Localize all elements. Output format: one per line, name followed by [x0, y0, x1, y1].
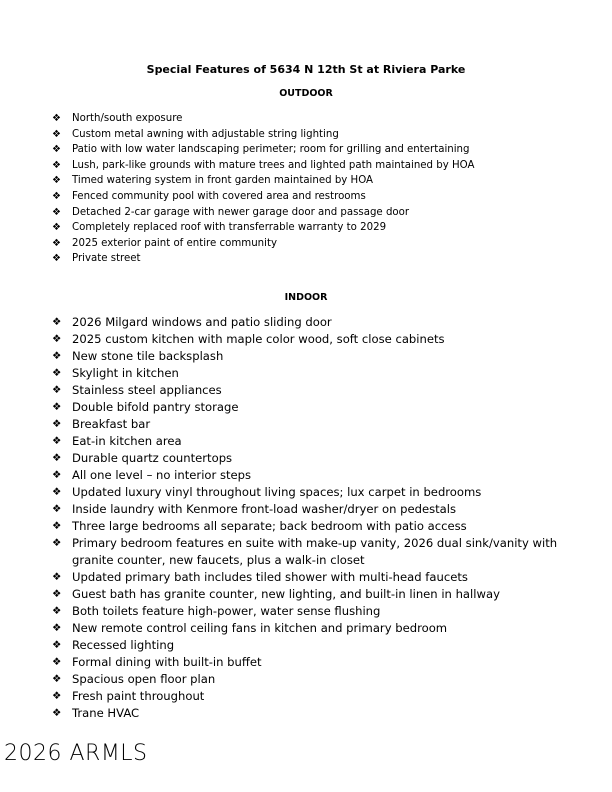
feature-text: Skylight in kitchen	[72, 366, 179, 380]
diamond-bullet-icon: ❖	[52, 571, 62, 583]
feature-text: Guest bath has granite counter, new lighting, and built-in linen in hallway	[72, 587, 500, 601]
diamond-bullet-icon: ❖	[52, 588, 62, 600]
diamond-bullet-icon: ❖	[52, 639, 62, 651]
diamond-bullet-icon: ❖	[52, 367, 62, 379]
indoor-feature-list	[52, 314, 562, 722]
diamond-bullet-icon: ❖	[52, 622, 62, 634]
feature-text: 2025 exterior paint of entire community	[72, 237, 277, 249]
feature-text: New remote control ceiling fans in kitchen and primary bedroom	[72, 621, 448, 635]
feature-text: Inside laundry with Kenmore front-load washer/dryer on pedestals	[72, 502, 457, 516]
list-item	[52, 331, 562, 348]
diamond-bullet-icon: ❖	[52, 222, 61, 234]
diamond-bullet-icon: ❖	[52, 520, 62, 532]
diamond-bullet-icon: ❖	[52, 175, 61, 187]
list-item	[52, 173, 474, 189]
feature-text: Lush, park-like grounds with mature trees and lighted path maintained by HOA	[72, 159, 475, 171]
diamond-bullet-icon: ❖	[52, 253, 61, 265]
diamond-bullet-icon: ❖	[52, 206, 61, 218]
list-item	[52, 251, 474, 267]
feature-text: Private street	[72, 253, 141, 265]
feature-text: Updated luxury vinyl throughout living spaces; lux carpet in bedrooms	[72, 485, 482, 499]
feature-text: Eat-in kitchen area	[72, 434, 182, 448]
feature-text: Both toilets feature high-power, water sense flushing	[72, 604, 381, 618]
feature-text: Custom metal awning with adjustable string lighting	[72, 128, 339, 140]
diamond-bullet-icon: ❖	[52, 159, 61, 171]
section-heading-outdoor: OUTDOOR	[279, 88, 333, 99]
list-item	[52, 620, 562, 637]
diamond-bullet-icon: ❖	[52, 469, 62, 481]
diamond-bullet-icon: ❖	[52, 316, 62, 328]
feature-text: 2025 custom kitchen with maple color wood, soft close cabinets	[72, 332, 445, 346]
feature-text: Patio with low water landscaping perimeter; room for grilling and entertaining	[72, 144, 470, 156]
list-item	[52, 637, 562, 654]
diamond-bullet-icon: ❖	[52, 690, 62, 702]
list-item	[52, 705, 562, 722]
outdoor-feature-list	[52, 111, 474, 267]
list-item	[52, 399, 562, 416]
diamond-bullet-icon: ❖	[52, 503, 62, 515]
page-title: Special Features of 5634 N 12th St at Riviera Parke	[146, 63, 466, 76]
diamond-bullet-icon: ❖	[52, 707, 62, 719]
list-item	[52, 467, 562, 484]
feature-text: New stone tile backsplash	[72, 349, 224, 363]
feature-text: Primary bedroom features en suite with make-up vanity, 2026 dual sink/vanity with granite counter, new faucets, plus a walk-in closet	[72, 536, 558, 567]
watermark: 2026 ARMLS	[4, 741, 148, 766]
list-item	[52, 569, 562, 586]
list-item	[52, 586, 562, 603]
list-item	[52, 688, 562, 705]
list-item	[52, 111, 474, 127]
feature-text: Timed watering system in front garden maintained by HOA	[72, 175, 374, 187]
list-item	[52, 450, 562, 467]
list-item	[52, 365, 562, 382]
diamond-bullet-icon: ❖	[52, 656, 62, 668]
section-heading-indoor: INDOOR	[284, 292, 328, 303]
list-item	[52, 189, 474, 205]
feature-text: Recessed lighting	[72, 638, 175, 652]
list-item	[52, 484, 562, 501]
list-item	[52, 158, 474, 174]
feature-text: Durable quartz countertops	[72, 451, 233, 465]
list-item	[52, 535, 562, 569]
list-item	[52, 220, 474, 236]
list-item	[52, 205, 474, 221]
diamond-bullet-icon: ❖	[52, 605, 62, 617]
feature-text: Fenced community pool with covered area and restrooms	[72, 190, 366, 202]
diamond-bullet-icon: ❖	[52, 418, 62, 430]
feature-text: Breakfast bar	[72, 417, 151, 431]
diamond-bullet-icon: ❖	[52, 486, 62, 498]
feature-text: All one level – no interior steps	[72, 468, 252, 482]
list-item	[52, 416, 562, 433]
diamond-bullet-icon: ❖	[52, 144, 61, 156]
feature-text: Completely replaced roof with transferrable warranty to 2029	[72, 222, 387, 234]
list-item	[52, 127, 474, 143]
diamond-bullet-icon: ❖	[52, 673, 62, 685]
diamond-bullet-icon: ❖	[52, 537, 62, 549]
diamond-bullet-icon: ❖	[52, 237, 61, 249]
diamond-bullet-icon: ❖	[52, 333, 62, 345]
diamond-bullet-icon: ❖	[52, 190, 61, 202]
list-item	[52, 382, 562, 399]
list-item	[52, 348, 562, 365]
list-item	[52, 501, 562, 518]
feature-text: North/south exposure	[72, 113, 183, 124]
list-item	[52, 654, 562, 671]
diamond-bullet-icon: ❖	[52, 350, 62, 362]
list-item	[52, 142, 474, 158]
feature-text: Spacious open floor plan	[72, 672, 216, 686]
diamond-bullet-icon: ❖	[52, 401, 62, 413]
diamond-bullet-icon: ❖	[52, 452, 62, 464]
feature-text: Formal dining with built-in buffet	[72, 655, 262, 669]
list-item	[52, 314, 562, 331]
diamond-bullet-icon: ❖	[52, 113, 61, 124]
feature-text: Three large bedrooms all separate; back bedroom with patio access	[72, 519, 467, 533]
feature-text: Double bifold pantry storage	[72, 400, 239, 414]
list-item	[52, 433, 562, 450]
diamond-bullet-icon: ❖	[52, 435, 62, 447]
list-item	[52, 671, 562, 688]
feature-text: Fresh paint throughout	[72, 689, 205, 703]
feature-text: Detached 2-car garage with newer garage door and passage door	[72, 206, 410, 218]
feature-text: 2026 Milgard windows and patio sliding door	[72, 315, 332, 329]
feature-text: Stainless steel appliances	[72, 383, 222, 397]
feature-text: Updated primary bath includes tiled shower with multi-head faucets	[72, 570, 468, 584]
list-item	[52, 236, 474, 252]
list-item	[52, 518, 562, 535]
diamond-bullet-icon: ❖	[52, 384, 62, 396]
feature-text: Trane HVAC	[72, 706, 140, 720]
diamond-bullet-icon: ❖	[52, 128, 61, 140]
list-item	[52, 603, 562, 620]
